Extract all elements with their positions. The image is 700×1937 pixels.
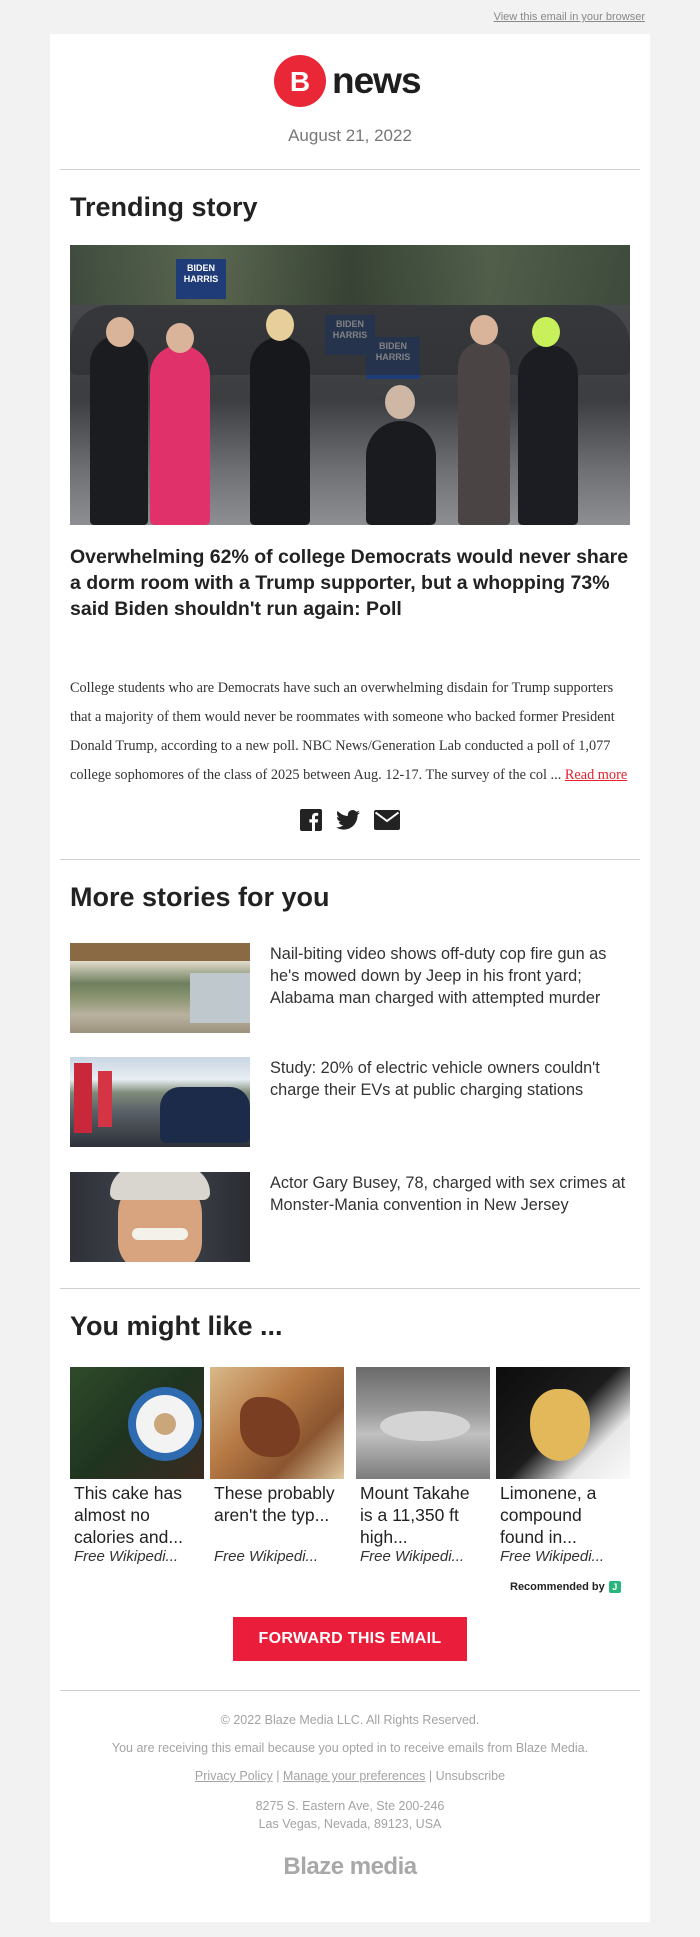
blaze-media-logo[interactable]: Blaze media [283, 1853, 417, 1880]
blaze-b-icon [274, 55, 326, 107]
recommendation-image [496, 1367, 630, 1479]
recommendation-caption: Limonene, a compound found in... [500, 1483, 597, 1547]
forward-email-button[interactable]: FORWARD THIS EMAIL [233, 1617, 467, 1661]
story-thumbnail [70, 943, 250, 1033]
svg-text:B: B [289, 66, 311, 97]
recommendation-source: Free Wikipedi... [74, 1548, 179, 1565]
divider [60, 169, 640, 170]
email-icon[interactable] [374, 810, 400, 835]
read-more-link[interactable]: Read more [564, 767, 628, 783]
story-title: Study: 20% of electric vehicle owners couldn't charge their EVs at public charging stations [270, 1059, 600, 1099]
blaze-news-logo[interactable] [274, 54, 421, 108]
recommendation-image [210, 1367, 344, 1479]
recommended-by[interactable] [510, 1581, 621, 1593]
issue-date: August 21, 2022 [288, 126, 412, 145]
share-icons [300, 809, 400, 836]
story-item[interactable] [70, 1172, 630, 1262]
recommendation-caption: These probably aren't the typ... [214, 1483, 335, 1525]
story-thumbnail [70, 1057, 250, 1147]
you-might-like-section-title: You might like ... [70, 1311, 283, 1341]
recommendation-caption: This cake has almost no calories and... [74, 1483, 183, 1547]
recommendation-source: Free Wikipedi... [500, 1548, 605, 1565]
recommendation-source: Free Wikipedi... [214, 1548, 319, 1565]
story-item[interactable] [70, 943, 630, 1033]
trending-section-title: Trending story [70, 192, 258, 222]
more-stories-section-title: More stories for you [70, 882, 330, 912]
story-item[interactable] [70, 1057, 630, 1147]
divider [60, 1690, 640, 1691]
campaign-sign: BIDEN HARRIS [176, 259, 226, 299]
recommendation-card[interactable] [356, 1367, 490, 1565]
footer-reason: You are receiving this email because you opted in to receive emails from Blaze Media. [111, 1741, 589, 1755]
view-in-browser-link[interactable]: View this email in your browser [493, 11, 645, 23]
email-card [50, 34, 650, 1922]
trending-excerpt [70, 674, 630, 790]
trending-headline[interactable]: Overwhelming 62% of college Democrats would never share a dorm room with a Trump supporter, but a whopping 73% said Biden shouldn't run again: Poll [70, 546, 629, 620]
unsubscribe-link[interactable]: Unsubscribe [435, 1769, 506, 1783]
twitter-icon[interactable] [336, 810, 360, 835]
story-title: Nail-biting video shows off-duty cop fire gun as he's mowed down by Jeep in his front yard; Alabama man charged with attempted murder [270, 945, 607, 1007]
footer-separator: | [425, 1769, 436, 1783]
recommendation-source: Free Wikipedi... [360, 1548, 465, 1565]
recommended-by-label: Recommended by [510, 1581, 605, 1593]
trending-story-image[interactable] [70, 245, 630, 525]
recommendation-image [70, 1367, 204, 1479]
recommendation-card[interactable] [496, 1367, 630, 1565]
footer-address-line2: Las Vegas, Nevada, 89123, USA [258, 1817, 442, 1831]
footer-separator: | [272, 1769, 283, 1783]
top-bar [0, 0, 700, 34]
divider [60, 859, 640, 860]
recommender-logo-icon: J [609, 1581, 621, 1593]
facebook-icon[interactable] [300, 809, 322, 836]
manage-preferences-link[interactable]: Manage your preferences [282, 1769, 426, 1783]
story-thumbnail [70, 1172, 250, 1262]
trending-body: College students who are Democrats have such an overwhelming disdain for Trump supporters that a majority of them would never be roommates with someone who backed former President Donald Trump, according to a new poll. NBC News/Generation Lab conducted a poll of 1,077 college sophomores of the class of 2025 between Aug. 12-17. The survey of the col ... [70, 680, 615, 783]
recommendation-card[interactable] [210, 1367, 344, 1565]
privacy-policy-link[interactable]: Privacy Policy [194, 1769, 273, 1783]
recommendation-caption: Mount Takahe is a 11,350 ft high... [360, 1483, 470, 1547]
footer-links [50, 1769, 650, 1783]
recommendation-image [356, 1367, 490, 1479]
logo-word: news [332, 60, 421, 101]
story-title: Actor Gary Busey, 78, charged with sex crimes at Monster-Mania convention in New Jersey [270, 1174, 626, 1214]
footer-address-line1: 8275 S. Eastern Ave, Ste 200-246 [255, 1799, 445, 1813]
recommendation-card[interactable] [70, 1367, 204, 1565]
footer-copyright: © 2022 Blaze Media LLC. All Rights Reserved. [220, 1713, 480, 1727]
divider [60, 1288, 640, 1289]
